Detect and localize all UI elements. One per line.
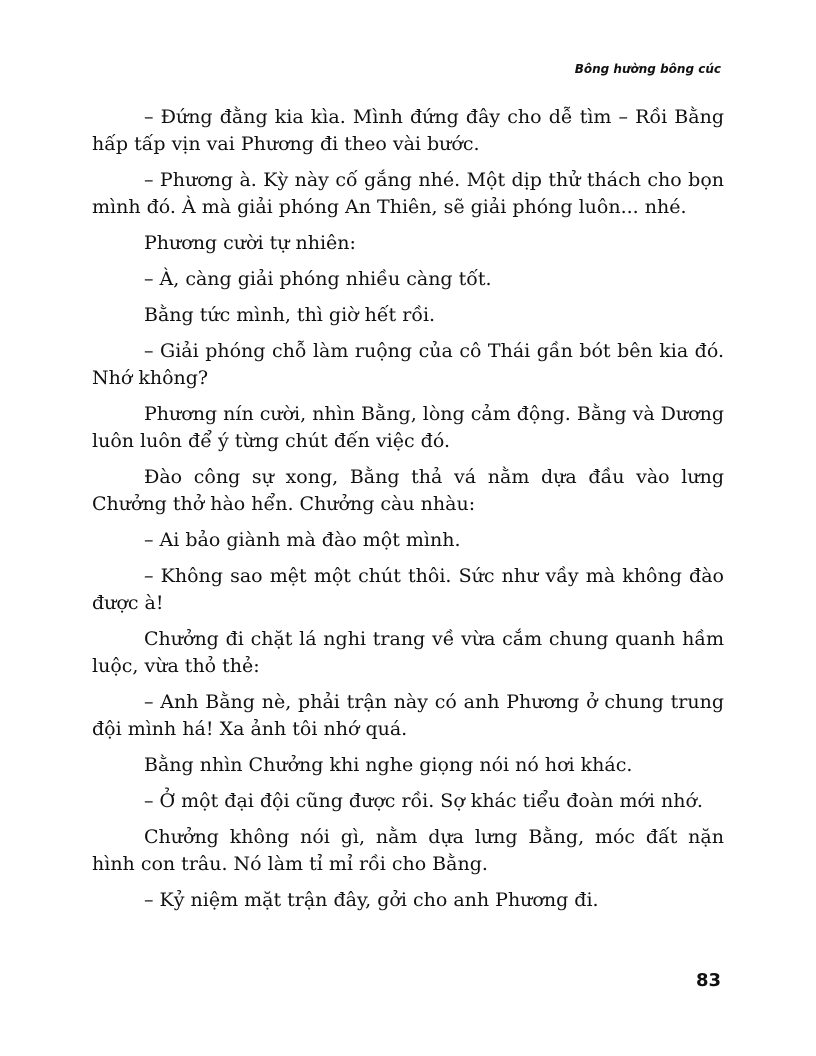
paragraph: – Ai bảo giành mà đào một mình.	[144, 529, 461, 551]
paragraph: – Đứng đằng kia kìa. Mình đứng đây cho dễ tìm – Rồi Bằng hấp tấp vịn vai Phương đi theo vài bước.	[92, 106, 724, 155]
running-title: Bông hường bông cúc	[574, 62, 721, 76]
paragraph: Bằng nhìn Chưởng khi nghe giọng nói nó hơi khác.	[144, 754, 633, 776]
body-text	[92, 104, 724, 923]
page-number: 83	[695, 970, 721, 991]
paragraph: – Giải phóng chỗ làm ruộng của cô Thái gần bót bên kia đó. Nhớ không?	[92, 340, 724, 389]
paragraph: – À, càng giải phóng nhiều càng tốt.	[144, 268, 492, 290]
paragraph: Phương nín cười, nhìn Bằng, lòng cảm động. Bằng và Dương luôn luôn để ý từng chút đến việc đó.	[92, 403, 724, 452]
paragraph: Chưởng không nói gì, nằm dựa lưng Bằng, móc đất nặn hình con trâu. Nó làm tỉ mỉ rồi cho Bằng.	[92, 826, 724, 875]
paragraph: – Anh Bằng nè, phải trận này có anh Phương ở chung trung đội mình há! Xa ảnh tôi nhớ quá.	[92, 691, 724, 740]
paragraph: Đào công sự xong, Bằng thả vá nằm dựa đầu vào lưng Chưởng thở hào hển. Chưởng càu nhàu:	[92, 466, 724, 515]
paragraph: Chưởng đi chặt lá nghi trang về vừa cắm chung quanh hầm luộc, vừa thỏ thẻ:	[92, 628, 724, 677]
paragraph: – Kỷ niệm mặt trận đây, gởi cho anh Phương đi.	[144, 889, 599, 911]
paragraph: Bằng tức mình, thì giờ hết rồi.	[144, 304, 436, 326]
paragraph: – Phương à. Kỳ này cố gắng nhé. Một dịp thử thách cho bọn mình đó. À mà giải phóng An Thiên, sẽ giải phóng luôn... nhé.	[92, 169, 724, 218]
paragraph: – Ở một đại đội cũng được rồi. Sợ khác tiểu đoàn mới nhớ.	[144, 790, 703, 812]
paragraph: Phương cười tự nhiên:	[144, 232, 356, 254]
paragraph: – Không sao mệt một chút thôi. Sức như vầy mà không đào được à!	[92, 565, 724, 614]
